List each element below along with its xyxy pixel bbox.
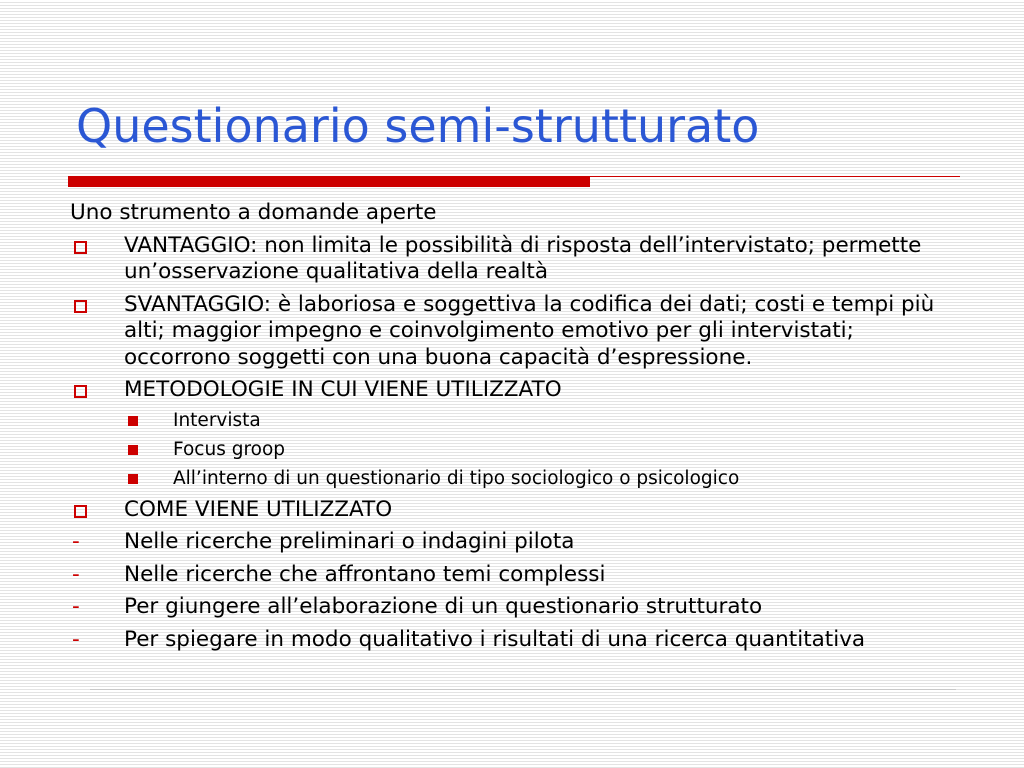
slide-body	[70, 200, 950, 653]
hollow-square-bullet-icon	[74, 241, 87, 254]
hollow-square-bullet-icon	[74, 505, 87, 518]
dash-item-text: Per giungere all’elaborazione di un questionario strutturato	[124, 594, 763, 619]
sub-bullet-text: Focus groop	[173, 438, 286, 460]
title-underline	[590, 176, 960, 177]
sub-bullet-intervista	[70, 409, 950, 433]
bullet-text: COME VIENE UTILIZZATO	[124, 496, 393, 522]
dash-item-ricerche-preliminari	[70, 529, 950, 556]
bullet-item-vantaggio	[70, 233, 950, 286]
bullet-item-svantaggio	[70, 292, 950, 372]
title-accent-bar	[68, 176, 590, 187]
sub-bullet-text: Intervista	[173, 409, 261, 431]
bottom-divider	[90, 689, 956, 690]
bullet-item-metodologie	[70, 377, 950, 404]
sub-bullet-questionario	[70, 467, 950, 491]
dash-bullet-icon: -	[72, 594, 80, 619]
bullet-text: SVANTAGGIO: è laboriosa e soggettiva la codifica dei dati; costi e tempi più alti; maggior impegno e coinvolgimento emotivo per gli intervistati; occorrono soggetti con una buona capacità d’espressione.	[124, 291, 935, 370]
dash-item-text: Nelle ricerche che affrontano temi complessi	[124, 561, 606, 587]
dash-item-risultati-qualitativi	[70, 627, 950, 654]
filled-square-bullet-icon	[128, 416, 138, 426]
sub-bullet-focus-groop	[70, 438, 950, 462]
hollow-square-bullet-icon	[74, 300, 87, 313]
slide-title: Questionario semi-strutturato	[76, 99, 760, 153]
intro-text-label: Uno strumento a domande aperte	[70, 200, 437, 225]
dash-bullet-icon: -	[72, 529, 80, 554]
sub-bullet-text: All’interno di un questionario di tipo sociologico o psicologico	[173, 467, 740, 489]
dash-bullet-icon: -	[72, 561, 80, 587]
filled-square-bullet-icon	[128, 474, 138, 484]
dash-item-questionario-strutturato	[70, 594, 950, 621]
bullet-text: METODOLOGIE IN CUI VIENE UTILIZZATO	[124, 377, 562, 402]
dash-item-text: Nelle ricerche preliminari o indagini pilota	[124, 529, 575, 554]
intro-text	[70, 200, 950, 227]
dash-bullet-icon: -	[72, 626, 80, 652]
bullet-item-come-viene	[70, 497, 950, 524]
dash-item-temi-complessi	[70, 562, 950, 589]
dash-item-text: Per spiegare in modo qualitativo i risultati di una ricerca quantitativa	[124, 626, 866, 652]
filled-square-bullet-icon	[128, 445, 138, 455]
hollow-square-bullet-icon	[74, 385, 87, 398]
bullet-text: VANTAGGIO: non limita le possibilità di risposta dell’intervistato; permette un’osservazione qualitativa della realtà	[124, 232, 922, 284]
